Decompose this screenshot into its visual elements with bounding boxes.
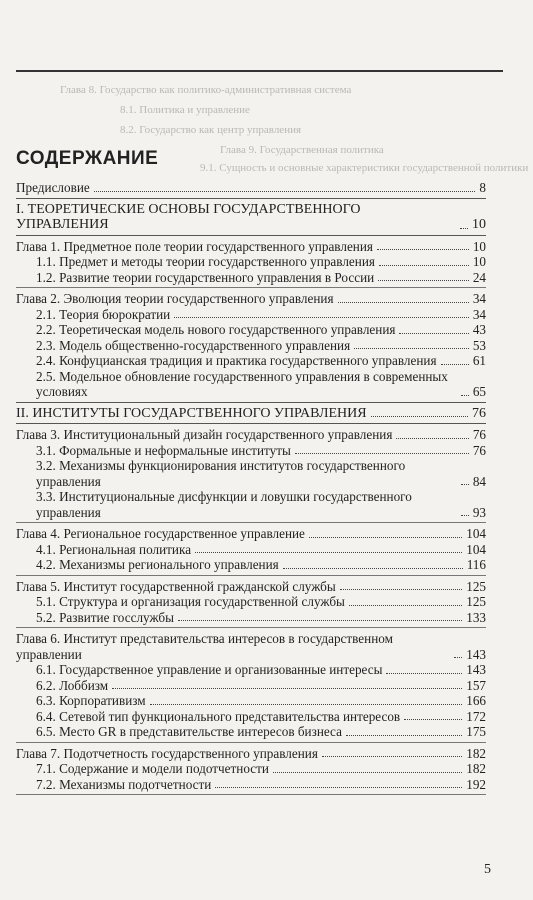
toc-entry-title: 3.3. Институциональные дисфункции и ловушки государственного управления [36, 489, 412, 520]
toc-entry-page: 143 [466, 662, 486, 677]
toc-entry-title: 2.5. Модельное обновление государственного управления в современных условиях [36, 368, 448, 399]
dot-leader [396, 438, 468, 439]
section-divider [16, 402, 486, 403]
dot-leader [349, 605, 462, 606]
toc-section-entry[interactable] [16, 678, 486, 694]
toc-entry-title: Глава 6. Институт представительства интересов в государственном управлении [16, 631, 393, 662]
dot-leader [379, 265, 469, 266]
toc-section-entry[interactable] [16, 557, 486, 573]
section-divider [16, 235, 486, 236]
toc-entry-page: 125 [466, 578, 486, 594]
toc-chapter-entry[interactable] [16, 180, 486, 196]
toc-entry-title: 2.1. Теория бюрократии [36, 306, 171, 322]
toc-entry-title: 7.1. Содержание и модели подотчетности [36, 761, 269, 776]
toc-entry-page: 76 [472, 427, 486, 442]
toc-entry-page: 104 [466, 526, 486, 541]
toc-entry-title: II. ИНСТИТУТЫ ГОСУДАРСТВЕННОГО УПРАВЛЕНИЯ [16, 405, 367, 421]
page-number: 5 [484, 862, 491, 877]
dot-leader [354, 348, 469, 349]
toc-entry-page: 182 [466, 761, 486, 776]
toc-part-entry[interactable] [16, 202, 486, 233]
toc-entry-page: 61 [472, 353, 486, 368]
toc-entry-title: 3.1. Формальные и неформальные институты [36, 442, 291, 458]
toc-entry-page: 34 [472, 291, 486, 306]
dot-leader [461, 515, 469, 516]
section-divider [16, 742, 486, 743]
toc-entry-page: 104 [466, 541, 486, 557]
toc-section-entry[interactable] [16, 542, 486, 558]
toc-entry-page: 143 [466, 646, 486, 662]
toc-entry-page: 125 [466, 594, 486, 609]
toc-entry-page: 116 [466, 557, 486, 572]
toc-entry-page: 53 [472, 337, 486, 353]
dot-leader [377, 249, 469, 250]
toc-section-entry[interactable] [16, 458, 486, 489]
dot-leader [178, 620, 462, 621]
toc-chapter-entry[interactable] [16, 427, 486, 443]
dot-leader [460, 228, 468, 229]
toc-entry-title: Глава 5. Институт государственной гражданской службы [16, 578, 336, 594]
toc-part-entry[interactable] [16, 406, 486, 422]
toc-entry-title: Глава 4. Региональное государственное управление [16, 526, 305, 541]
dot-leader [295, 453, 469, 454]
bleed-line: 9.1. Сущность и основные характеристики государственной политики [200, 162, 529, 174]
toc-chapter-entry[interactable] [16, 526, 486, 542]
dot-leader [399, 333, 468, 334]
bleed-line: 8.1. Политика и управление [120, 104, 250, 116]
bleed-line: 8.2. Государство как центр управления [120, 124, 302, 136]
toc-entry-title: Предисловие [16, 180, 90, 195]
dot-leader [150, 704, 463, 705]
dot-leader [174, 317, 469, 318]
toc-entry-page: 133 [466, 609, 486, 625]
dot-leader [461, 395, 469, 396]
toc-entry-page: 8 [479, 180, 486, 195]
toc-entry-page: 84 [472, 473, 486, 489]
toc-entry-page: 43 [472, 322, 486, 337]
table-of-contents [16, 180, 486, 798]
dot-leader [378, 280, 469, 281]
dot-leader [322, 756, 462, 757]
toc-chapter-entry[interactable] [16, 579, 486, 595]
dot-leader [441, 364, 469, 365]
dot-leader [454, 657, 462, 658]
toc-entry-page: 24 [472, 269, 486, 285]
dot-leader [195, 552, 462, 553]
dot-leader [404, 719, 462, 720]
toc-section-entry[interactable] [16, 761, 486, 777]
dot-leader [112, 688, 462, 689]
toc-entry-page: 172 [466, 708, 486, 724]
toc-entry-page: 166 [466, 693, 486, 708]
toc-entry-title: Глава 3. Институциональный дизайн государственного управления [16, 427, 393, 442]
toc-section-entry[interactable] [16, 307, 486, 323]
toc-chapter-entry[interactable] [16, 746, 486, 762]
toc-entry-page: 76 [472, 442, 486, 458]
toc-entry-title: 1.2. Развитие теории государственного управления в России [36, 269, 375, 285]
toc-entry-title: 2.4. Конфуцианская традиция и практика государственного управления [36, 353, 437, 368]
toc-entry-page: 182 [466, 745, 486, 761]
section-divider [16, 575, 486, 576]
toc-entry-page: 93 [472, 504, 486, 520]
toc-section-entry[interactable] [16, 489, 486, 520]
toc-entry-page: 76 [472, 405, 486, 421]
section-divider [16, 522, 486, 523]
section-divider [16, 423, 486, 424]
toc-entry-title: 6.1. Государственное управление и организованные интересы [36, 662, 383, 677]
toc-entry-title: 5.1. Структура и организация государственной службы [36, 594, 345, 609]
toc-section-entry[interactable] [16, 709, 486, 725]
toc-entry-title: 1.1. Предмет и методы теории государственного управления [36, 254, 375, 269]
toc-entry-title: 5.2. Развитие госслужбы [36, 609, 174, 625]
section-divider [16, 287, 486, 288]
toc-entry-page: 10 [472, 254, 486, 269]
section-divider [16, 627, 486, 628]
dot-leader [338, 302, 469, 303]
toc-section-entry[interactable] [16, 443, 486, 459]
toc-entry-page: 157 [466, 677, 486, 693]
toc-entry-title: Глава 7. Подотчетность государственного управления [16, 745, 318, 761]
toc-entry-title: Глава 2. Эволюция теории государственного управления [16, 291, 334, 306]
page-title: СОДЕРЖАНИЕ [16, 148, 159, 169]
toc-chapter-entry[interactable] [16, 631, 486, 662]
toc-entry-title: 7.2. Механизмы подотчетности [36, 776, 212, 792]
toc-entry-page: 34 [472, 306, 486, 322]
toc-section-entry[interactable] [16, 777, 486, 793]
toc-entry-title: 4.2. Механизмы регионального управления [36, 557, 279, 572]
toc-section-entry[interactable] [16, 662, 486, 678]
toc-section-entry[interactable] [16, 693, 486, 709]
toc-section-entry[interactable] [16, 254, 486, 270]
toc-entry-title: I. ТЕОРЕТИЧЕСКИЕ ОСНОВЫ ГОСУДАРСТВЕННОГО УПРАВЛЕНИЯ [16, 201, 361, 232]
dot-leader [273, 772, 462, 773]
dot-leader [215, 787, 462, 788]
toc-entry-page: 65 [472, 384, 486, 399]
toc-entry-page: 10 [472, 217, 486, 232]
toc-section-entry[interactable] [16, 322, 486, 338]
toc-section-entry[interactable] [16, 338, 486, 354]
toc-entry-title: 6.5. Место GR в представительстве интересов бизнеса [36, 724, 342, 739]
toc-entry-title: 6.3. Корпоративизм [36, 693, 146, 708]
toc-entry-title: 6.2. Лоббизм [36, 677, 109, 693]
toc-section-entry[interactable] [16, 369, 486, 400]
toc-section-entry[interactable] [16, 353, 486, 369]
toc-section-entry[interactable] [16, 724, 486, 740]
header-rule [16, 70, 503, 72]
dot-leader [386, 673, 462, 674]
section-divider [16, 198, 486, 199]
toc-entry-title: 3.2. Механизмы функционирования институтов государственного управления [36, 458, 406, 489]
toc-chapter-entry[interactable] [16, 291, 486, 307]
toc-entry-title: Глава 1. Предметное поле теории государственного управления [16, 238, 373, 254]
dot-leader [371, 416, 468, 417]
bleed-line: Глава 9. Государственная политика [220, 144, 384, 156]
toc-section-entry[interactable] [16, 594, 486, 610]
toc-entry-title: 6.4. Сетевой тип функционального представительства интересов [36, 708, 401, 724]
toc-entry-title: 2.3. Модель общественно-государственного управления [36, 337, 351, 353]
dot-leader [346, 735, 462, 736]
section-divider [16, 794, 486, 795]
toc-section-entry[interactable] [16, 610, 486, 626]
toc-entry-title: 2.2. Теоретическая модель нового государственного управления [36, 322, 396, 337]
toc-chapter-entry[interactable] [16, 239, 486, 255]
toc-section-entry[interactable] [16, 270, 486, 286]
bleed-line: Глава 8. Государство как политико-административная система [60, 84, 352, 96]
toc-entry-page: 10 [472, 238, 486, 254]
dot-leader [340, 589, 462, 590]
toc-entry-page: 175 [466, 724, 486, 739]
dot-leader [309, 537, 462, 538]
toc-entry-title: 4.1. Региональная политика [36, 541, 192, 557]
dot-leader [94, 191, 476, 192]
dot-leader [283, 568, 463, 569]
dot-leader [461, 484, 469, 485]
toc-entry-page: 192 [466, 776, 486, 792]
